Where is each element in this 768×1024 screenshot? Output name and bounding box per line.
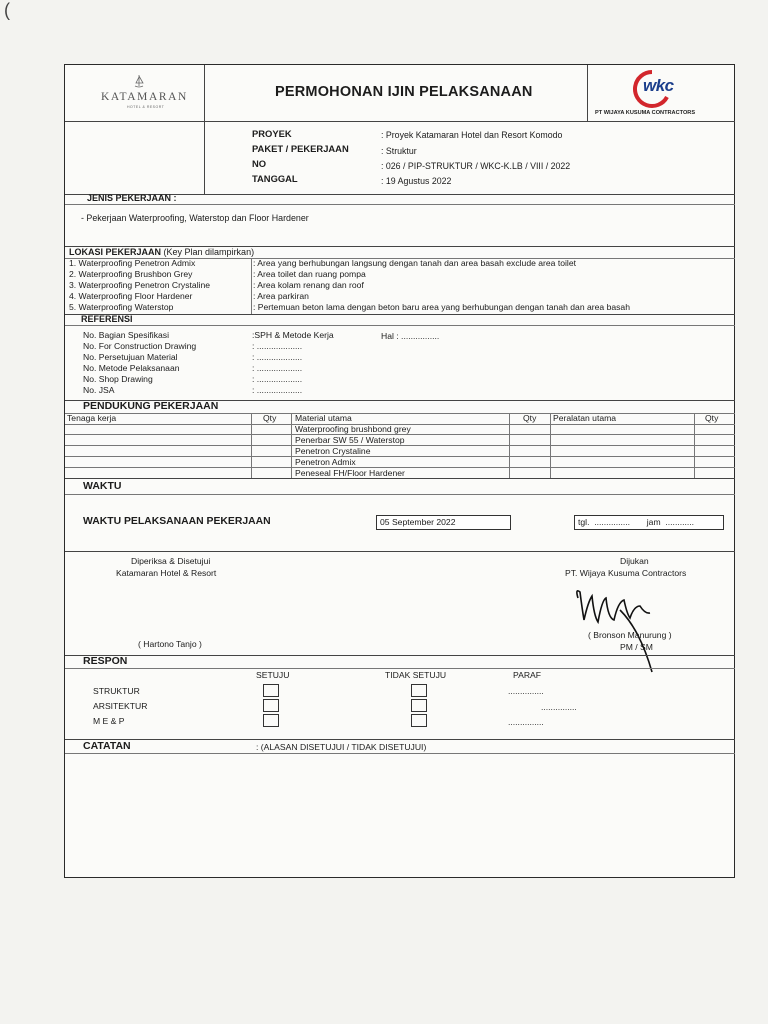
signature-icon	[570, 580, 660, 675]
referensi-item-value: : ...................	[252, 385, 303, 395]
table-header-tenaga: Tenaga kerja	[67, 413, 117, 423]
katamaran-logo-icon	[131, 73, 147, 89]
table-header-material: Material utama	[295, 413, 352, 423]
waktu-label: WAKTU PELAKSANAAN PEKERJAAN	[83, 516, 271, 527]
material-item: Waterproofing brushbond grey	[295, 424, 411, 434]
respon-row-label: M E & P	[93, 716, 125, 726]
respon-tidak-checkbox[interactable]	[411, 714, 427, 727]
respon-col-paraf: PARAF	[513, 670, 542, 680]
sign-left-line1: Diperiksa & Disetujui	[131, 556, 211, 566]
waktu-time-field[interactable]	[574, 515, 724, 530]
referensi-item-label: No. Bagian Spesifikasi	[83, 330, 169, 340]
lokasi-item-label: 4. Waterproofing Floor Hardener	[69, 291, 193, 301]
lokasi-item-value: : Pertemuan beton lama dengan beton baru area yang berhubungan dengan tanah dan area basah	[253, 302, 630, 312]
referensi-item-label: No. For Construction Drawing	[83, 341, 197, 351]
catatan-note: : (ALASAN DISETUJUI / TIDAK DISETUJUI)	[256, 742, 427, 752]
waktu-date-value: 05 September 2022	[380, 517, 456, 527]
respon-heading: RESPON	[83, 655, 128, 667]
lokasi-item-label: 1. Waterproofing Penetron Admix	[69, 258, 196, 268]
lokasi-item-value: : Area yang berhubungan langsung dengan tanah dan area basah exclude area toilet	[253, 258, 576, 268]
material-item: Penerbar SW 55 / Waterstop	[295, 435, 405, 445]
respon-row-label: ARSITEKTUR	[93, 701, 148, 711]
sign-right-line1: Dijukan	[620, 556, 649, 566]
respon-col-setuju: SETUJU	[256, 670, 290, 680]
referensi-item-label: No. JSA	[83, 385, 115, 395]
permit-form	[64, 64, 735, 878]
waktu-heading: WAKTU	[83, 480, 122, 492]
respon-tidak-checkbox[interactable]	[411, 699, 427, 712]
info-value-paket: : Struktur	[381, 146, 417, 156]
lokasi-item-value: : Area toilet dan ruang pompa	[253, 269, 366, 279]
jenis-text: - Pekerjaan Waterproofing, Waterstop dan Floor Hardener	[81, 213, 309, 223]
sign-right-title: PM / SM	[620, 642, 653, 652]
sign-left-name: ( Hartono Tanjo )	[138, 639, 202, 649]
sign-right-name: ( Bronson Manurung )	[588, 630, 672, 640]
info-label-paket: PAKET / PEKERJAAN	[252, 143, 349, 154]
referensi-item-label: No. Metode Pelaksanaan	[83, 363, 180, 373]
pendukung-heading: PENDUKUNG PEKERJAAN	[83, 400, 219, 412]
sign-right-line2: PT. Wijaya Kusuma Contractors	[565, 568, 687, 578]
referensi-item-value: : ...................	[252, 341, 303, 351]
katamaran-logo-subtext: HOTEL & RESORT	[127, 105, 165, 109]
waktu-time-value: tgl. ............... jam ............	[578, 517, 695, 527]
respon-paraf: ...............	[541, 702, 577, 712]
info-label-proyek: PROYEK	[252, 128, 292, 139]
lokasi-heading-note: (Key Plan dilampirkan)	[163, 247, 255, 257]
material-item: Peneseal FH/Floor Hardener	[295, 468, 405, 478]
lokasi-heading	[69, 247, 254, 257]
scan-mark: (	[4, 0, 10, 20]
referensi-item-label: No. Persetujuan Material	[83, 352, 178, 362]
form-title: PERMOHONAN IJIN PELAKSANAAN	[275, 84, 533, 100]
info-label-tanggal: TANGGAL	[252, 173, 298, 184]
respon-setuju-checkbox[interactable]	[263, 684, 279, 697]
lokasi-item-value: : Area parkiran	[253, 291, 309, 301]
respon-tidak-checkbox[interactable]	[411, 684, 427, 697]
respon-paraf: ...............	[508, 717, 544, 727]
referensi-item-value: :SPH & Metode Kerja	[252, 330, 334, 340]
referensi-hal: Hal : ................	[381, 331, 440, 341]
respon-row-label: STRUKTUR	[93, 686, 140, 696]
info-label-no: NO	[252, 158, 267, 169]
catatan-area[interactable]	[65, 754, 735, 876]
table-header-peralatan: Peralatan utama	[553, 413, 617, 423]
katamaran-logo-text: KATAMARAN	[101, 91, 188, 103]
lokasi-heading-title: LOKASI PEKERJAAN	[69, 247, 162, 257]
respon-setuju-checkbox[interactable]	[263, 699, 279, 712]
info-value-tanggal: : 19 Agustus 2022	[381, 176, 452, 186]
referensi-item-label: No. Shop Drawing	[83, 374, 153, 384]
respon-paraf: ...............	[508, 686, 544, 696]
referensi-item-value: : ...................	[252, 352, 303, 362]
referensi-item-value: : ...................	[252, 374, 303, 384]
sign-left-line2: Katamaran Hotel & Resort	[116, 568, 217, 578]
info-value-no: : 026 / PIP-STRUKTUR / WKC-K.LB / VIII / 2022	[381, 161, 571, 171]
table-header-qty: Qty	[523, 413, 537, 423]
material-item: Penetron Admix	[295, 457, 356, 467]
lokasi-item-value: : Area kolam renang dan roof	[253, 280, 364, 290]
table-header-qty: Qty	[263, 413, 277, 423]
waktu-date-field[interactable]	[376, 515, 511, 530]
jenis-heading: JENIS PEKERJAAN :	[87, 193, 177, 203]
wkc-logo-text: wkc	[643, 76, 674, 95]
table-header-qty: Qty	[705, 413, 719, 423]
lokasi-item-label: 3. Waterproofing Penetron Crystaline	[69, 280, 211, 290]
respon-setuju-checkbox[interactable]	[263, 714, 279, 727]
material-item: Penetron Crystaline	[295, 446, 371, 456]
referensi-heading: REFERENSI	[81, 314, 133, 324]
lokasi-item-label: 2. Waterproofing Brushbon Grey	[69, 269, 193, 279]
referensi-item-value: : ...................	[252, 363, 303, 373]
respon-col-tidak: TIDAK SETUJU	[385, 670, 447, 680]
info-value-proyek: : Proyek Katamaran Hotel dan Resort Komodo	[381, 130, 563, 140]
wkc-logo-subtext: PT WIJAYA KUSUMA CONTRACTORS	[595, 110, 696, 116]
lokasi-item-label: 5. Waterproofing Waterstop	[69, 302, 174, 312]
catatan-heading: CATATAN	[83, 740, 131, 752]
